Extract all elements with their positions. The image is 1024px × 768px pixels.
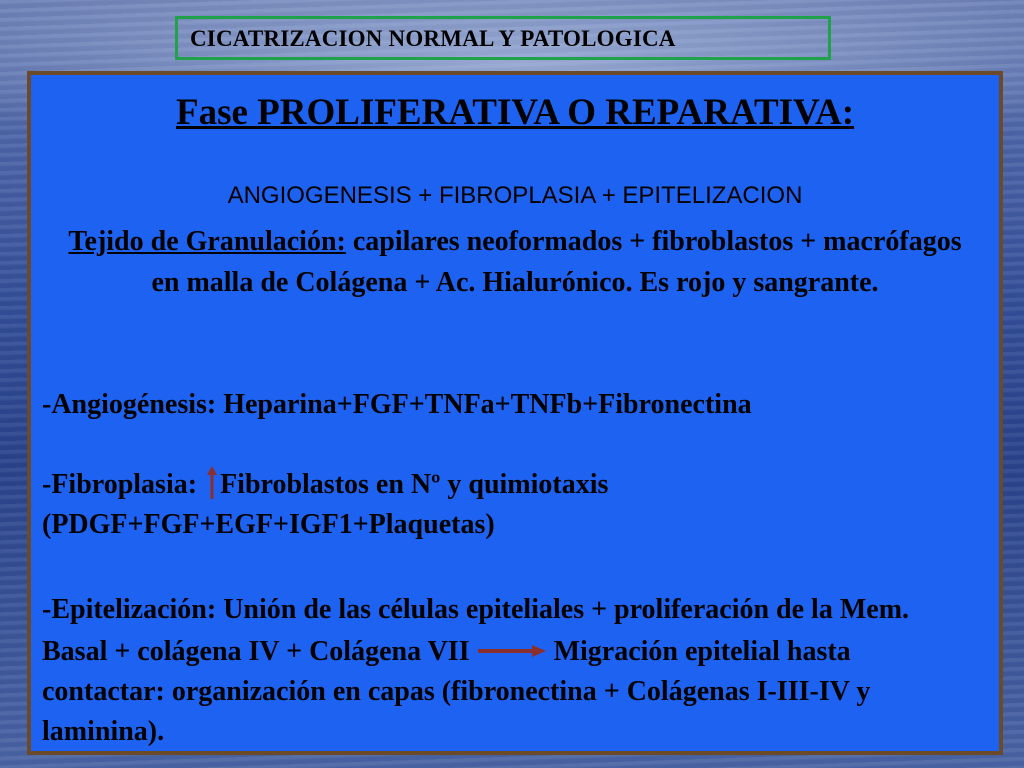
migration-text: Migración epitelial hasta contactar: organización en capas (fibronectina + Colágenas I-III-IV y laminina). — [42, 636, 871, 747]
fibroplasia-paragraph — [42, 465, 975, 545]
header-title: CICATRIZACION NORMAL Y PATOLOGICA — [190, 26, 676, 51]
epithelialization-text: -Epitelización: Unión de las células epiteliales + proliferación de la Mem. Basal + colágena IV + Colágena VII — [42, 594, 910, 667]
granulation-text: capilares neoformados + fibroblastos + macrófagos en malla de Colágena + Ac. Hialurónico. Es rojo y sangrante. — [151, 226, 962, 298]
fibroplasia-label: -Fibroplasia: — [42, 469, 205, 500]
granulation-term: Tejido de Granulación: — [68, 226, 346, 257]
header-box — [175, 16, 831, 60]
granulation-paragraph — [51, 221, 979, 303]
slide-title: Fase PROLIFERATIVA O REPARATIVA: — [175, 92, 855, 133]
content-panel — [27, 71, 1003, 755]
fibroplasia-text: Fibroblastos en Nº y quimiotaxis (PDGF+FGF+EGF+IGF1+Plaquetas) — [42, 469, 609, 540]
angiogenesis-paragraph: -Angiogénesis: Heparina+FGF+TNFa+TNFb+Fibronectina — [42, 389, 752, 420]
arrow-up-icon — [206, 466, 218, 500]
arrow-right-icon — [478, 630, 546, 644]
slide-subtitle: ANGIOGENESIS + FIBROPLASIA + EPITELIZACION — [227, 182, 803, 209]
epithelialization-paragraph — [42, 590, 975, 752]
